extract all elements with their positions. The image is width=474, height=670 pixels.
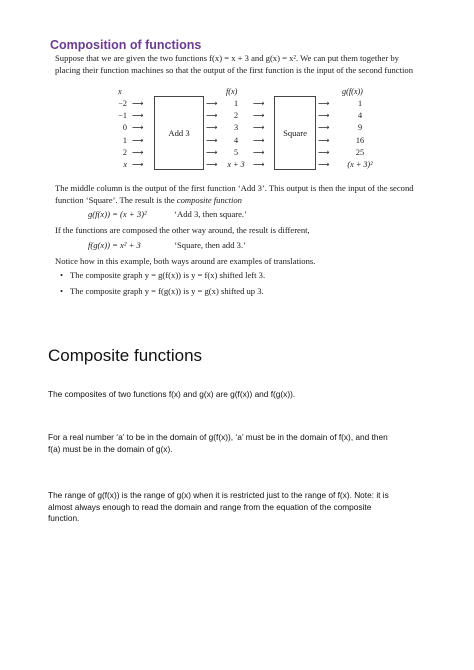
section-title: Composition of functions [50,38,202,52]
arrow-icon: ⟶ [318,99,330,108]
gfx-value: 25 [355,147,365,157]
gfx-header: g(f(x)) [342,87,363,96]
explain-line-4: Notice how in this example, both ways around are examples of translations. [55,256,316,266]
fx-value: x + 3 [227,159,245,169]
intro-paragraph [55,53,413,76]
arrow-icon: ⟶ [206,99,218,108]
bullet-icon: • [60,270,64,280]
arrow-icon: ⟶ [253,111,265,121]
formula-2 [88,240,246,252]
explain-line: function ‘Square’. The result is the composite function [55,194,242,205]
notes-paragraph-3: The range of g(f(x)) is the range of g(x) when it is restricted just to the range of f(x). Note: it is almost always enough to read the domain and range from the equation of the composite function. [48,490,389,523]
x-header: x [118,87,122,96]
arrow-icon: ⟶ [253,123,265,133]
formula-note: ‘Add 3, then square.’ [174,209,247,219]
arrow-icon: ⟶ [253,147,265,157]
x-value: −2 [118,99,127,108]
intro-line: placing their function machines so that the output of the first function is the input of the second function [55,64,413,75]
arrow-column-4 [318,98,329,171]
bullet-item: • The composite graph y = f(g(x)) is y = g(x) shifted up 3. [60,286,264,296]
arrow-column-2 [206,98,217,171]
machine-label: Add 3 [168,128,190,138]
gfx-value: 16 [355,135,365,145]
formula-1 [88,209,247,221]
arrow-icon: ⟶ [318,111,330,121]
bullet-item: • The composite graph y = g(f(x)) is y = f(x) shifted left 3. [60,270,266,280]
arrow-column-3 [253,98,264,171]
gfx-column [338,98,382,171]
bullet-icon: • [60,286,64,296]
arrow-icon: ⟶ [132,111,144,121]
notes-paragraph-2: For a real number ‘a’ to be in the domain of g(f(x)), ‘a’ must be in the domain of f(x), and then f(a) must be in the domain of g(x). [48,432,388,454]
fx-value: 4 [233,135,239,145]
machine-square [274,96,316,170]
arrow-icon: ⟶ [253,99,265,108]
arrow-icon: ⟶ [253,159,265,169]
x-value: x [123,159,127,169]
formula-expression: g(f(x)) = (x + 3)² [88,209,147,219]
arrow-icon: ⟶ [132,123,144,133]
arrow-icon: ⟶ [206,123,218,133]
x-column [113,98,127,171]
formula-expression: f(g(x)) = x² + 3 [88,240,141,250]
arrow-icon: ⟶ [132,99,144,108]
fx-column [222,98,250,171]
composite-function-term: composite function [176,194,242,205]
notes-paragraph-1: The composites of two functions f(x) and g(x) are g(f(x)) and f(g(x)). [48,389,296,399]
arrow-column-1 [132,98,143,171]
arrow-icon: ⟶ [318,123,330,133]
arrow-icon: ⟶ [132,147,144,157]
arrow-icon: ⟶ [206,111,218,121]
arrow-icon: ⟶ [206,159,218,169]
explanation-paragraph [55,183,414,206]
arrow-icon: ⟶ [253,135,265,145]
gfx-value: 4 [357,111,363,121]
explain-line-3: If the functions are composed the other way around, the result is different, [55,225,310,235]
arrow-icon: ⟶ [318,147,330,157]
arrow-icon: ⟶ [318,135,330,145]
machine-add-3 [154,96,204,170]
arrow-icon: ⟶ [132,135,144,145]
x-value: 1 [122,135,127,145]
fx-value: 5 [233,147,239,157]
x-value: 0 [122,123,127,133]
fx-header: f(x) [226,87,238,96]
x-value: −1 [118,111,127,121]
fx-value: 3 [233,123,239,133]
intro-line: Suppose that we are given the two functions f(x) = x + 3 and g(x) = x². We can put them together by [55,53,399,63]
x-value: 2 [122,147,127,157]
fx-value: 2 [233,111,239,121]
arrow-icon: ⟶ [206,147,218,157]
machine-label: Square [283,128,307,138]
gfx-value: (x + 3)² [347,159,373,169]
arrow-icon: ⟶ [132,159,144,169]
fx-value: 1 [233,99,239,108]
arrow-icon: ⟶ [318,159,330,169]
explain-line: The middle column is the output of the first function ‘Add 3’. This output is then the input of the second [55,183,414,193]
arrow-icon: ⟶ [206,135,218,145]
notes-heading: Composite functions [48,346,203,365]
formula-note: ‘Square, then add 3.’ [174,240,246,250]
gfx-value: 9 [357,123,363,133]
gfx-value: 1 [357,99,363,108]
